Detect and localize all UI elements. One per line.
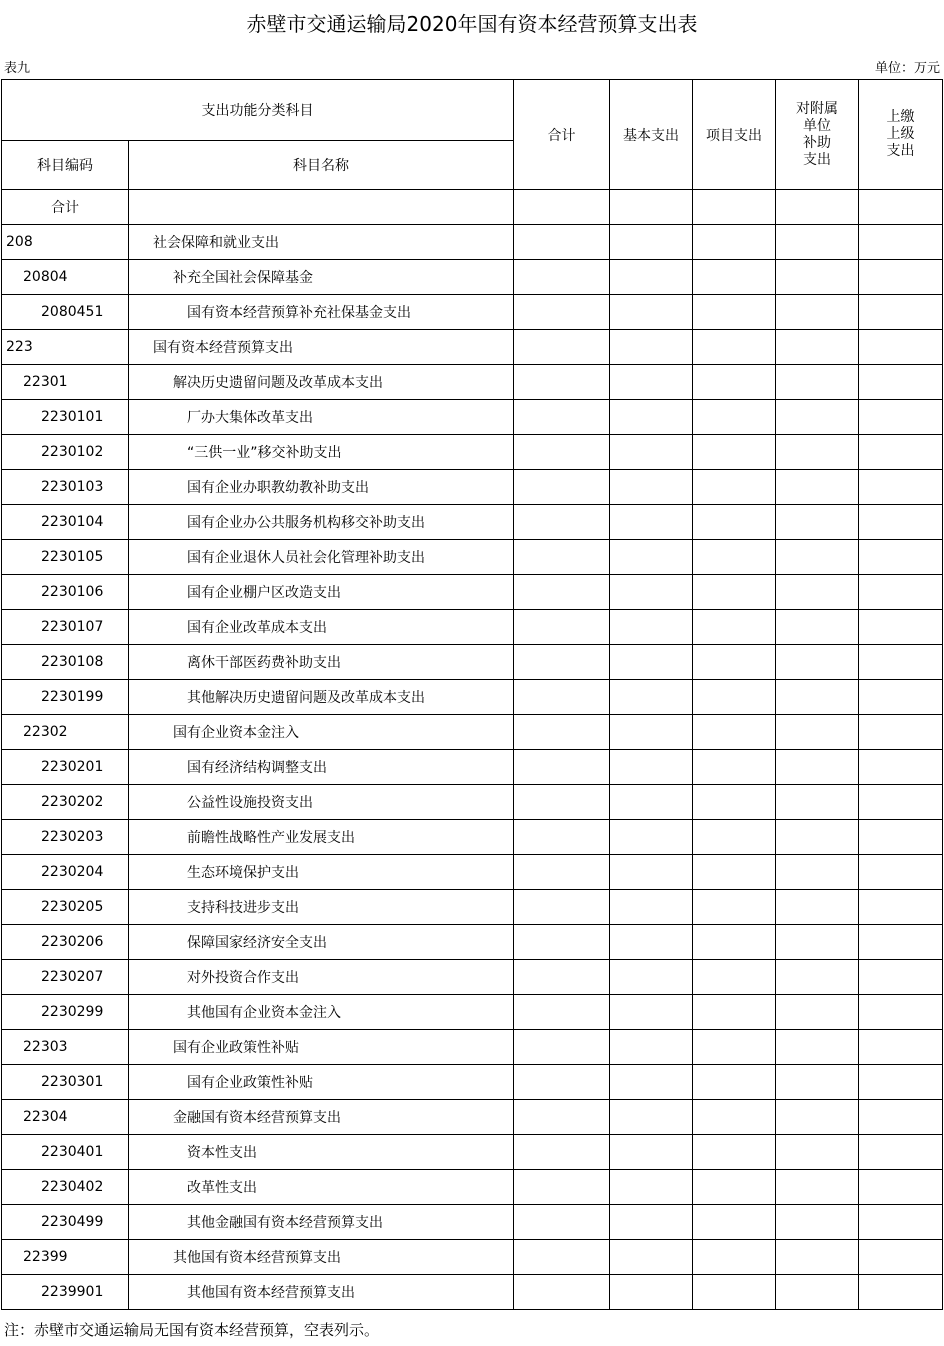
cell-empty [859,785,943,820]
cell-empty [610,1275,693,1310]
cell-empty [610,470,693,505]
cell-empty [859,680,943,715]
table-row [2,295,943,330]
cell-empty [776,505,859,540]
cell-empty [859,855,943,890]
row-name: 国有企业退休人员社会化管理补助支出 [129,540,514,575]
cell-empty [776,785,859,820]
cell-empty [776,225,859,260]
cell-empty [693,1275,776,1310]
row-code: 22304 [2,1100,129,1135]
cell-empty [610,1100,693,1135]
cell-empty [514,540,610,575]
page-title: 赤壁市交通运输局2020年国有资本经营预算支出表 [246,12,698,36]
cell-empty [693,995,776,1030]
cell-empty [514,750,610,785]
table-row [2,1030,943,1065]
row-name: “三供一业”移交补助支出 [129,435,514,470]
cell-empty [776,1275,859,1310]
table-row [2,470,943,505]
table-row [2,645,943,680]
row-name: 生态环境保护支出 [129,855,514,890]
cell-empty [610,365,693,400]
row-code: 2230203 [2,820,129,855]
cell-empty [129,190,514,225]
row-name: 国有企业改革成本支出 [129,610,514,645]
table-row [2,225,943,260]
cell-empty [693,330,776,365]
cell-empty [693,925,776,960]
cell-empty [693,540,776,575]
cell-empty [693,610,776,645]
cell-empty [859,750,943,785]
row-code: 2239901 [2,1275,129,1310]
row-name: 国有经济结构调整支出 [129,750,514,785]
row-name: 其他解决历史遗留问题及改革成本支出 [129,680,514,715]
cell-empty [693,1205,776,1240]
cell-empty [514,225,610,260]
cell-empty [514,330,610,365]
row-name: 国有资本经营预算支出 [129,330,514,365]
cell-empty [776,750,859,785]
cell-empty [776,960,859,995]
table-row [2,1100,943,1135]
table-row [2,1275,943,1310]
cell-empty [610,820,693,855]
cell-empty [693,680,776,715]
header-remit-text: 上缴 上级 支出 [886,109,915,159]
row-name: 金融国有资本经营预算支出 [129,1100,514,1135]
row-code: 2230301 [2,1065,129,1100]
table-row [2,785,943,820]
table-row [2,260,943,295]
cell-empty [776,680,859,715]
row-name: 国有企业办职教幼教补助支出 [129,470,514,505]
cell-empty [610,435,693,470]
cell-empty [514,260,610,295]
cell-empty [859,330,943,365]
cell-empty [859,1275,943,1310]
row-name: 补充全国社会保障基金 [129,260,514,295]
header-remit-expenditure [859,80,943,190]
row-name: 支持科技进步支出 [129,890,514,925]
cell-empty [610,890,693,925]
row-code: 2230204 [2,855,129,890]
row-code: 2230104 [2,505,129,540]
cell-empty [514,1275,610,1310]
row-code: 2230207 [2,960,129,995]
cell-empty [776,260,859,295]
row-name: 离休干部医药费补助支出 [129,645,514,680]
cell-empty [776,1240,859,1275]
cell-empty [514,1240,610,1275]
row-code: 2080451 [2,295,129,330]
table-row [2,435,943,470]
cell-empty [859,1065,943,1100]
footnote: 注：赤壁市交通运输局无国有资本经营预算，空表列示。 [4,1321,380,1339]
cell-empty [514,820,610,855]
cell-empty [514,855,610,890]
row-code: 223 [2,330,129,365]
table-row [2,855,943,890]
cell-empty [514,925,610,960]
cell-empty [859,1100,943,1135]
cell-empty [776,190,859,225]
cell-empty [693,470,776,505]
cell-empty [514,365,610,400]
cell-empty [610,925,693,960]
row-code: 2230201 [2,750,129,785]
cell-empty [693,1065,776,1100]
cell-empty [859,540,943,575]
table-row [2,715,943,750]
cell-empty [859,260,943,295]
cell-empty [776,1030,859,1065]
unit-label: 单位：万元 [874,61,940,76]
cell-empty [693,400,776,435]
row-code: 20804 [2,260,129,295]
cell-empty [610,960,693,995]
cell-empty [514,890,610,925]
cell-empty [693,365,776,400]
cell-empty [776,645,859,680]
row-name: 解决历史遗留问题及改革成本支出 [129,365,514,400]
cell-empty [514,1065,610,1100]
cell-empty [776,1170,859,1205]
cell-empty [610,190,693,225]
table-row [2,750,943,785]
row-code: 2230102 [2,435,129,470]
header-project-expenditure: 项目支出 [693,80,776,190]
cell-empty [514,1170,610,1205]
table-row [2,1205,943,1240]
cell-empty [610,610,693,645]
row-code: 2230199 [2,680,129,715]
cell-empty [693,785,776,820]
cell-empty [514,680,610,715]
row-name: 国有资本经营预算补充社保基金支出 [129,295,514,330]
cell-empty [859,995,943,1030]
table-row [2,960,943,995]
row-code: 2230106 [2,575,129,610]
cell-empty [776,470,859,505]
cell-empty [610,260,693,295]
cell-empty [776,925,859,960]
cell-empty [514,1030,610,1065]
cell-empty [693,1100,776,1135]
cell-empty [610,1205,693,1240]
table-row [2,680,943,715]
table-row [2,925,943,960]
cell-empty [859,645,943,680]
cell-empty [776,995,859,1030]
cell-empty [693,960,776,995]
cell-empty [859,610,943,645]
cell-empty [859,820,943,855]
row-code: 2230108 [2,645,129,680]
cell-empty [693,190,776,225]
header-subsidy-text: 对附属 单位 补助 支出 [796,100,838,168]
cell-empty [859,715,943,750]
cell-empty [610,225,693,260]
cell-empty [776,295,859,330]
cell-empty [610,1240,693,1275]
table-row [2,995,943,1030]
header-function-classification: 支出功能分类科目 [2,80,514,141]
table-row [2,820,943,855]
table-row [2,365,943,400]
row-name: 国有企业资本金注入 [129,715,514,750]
header-basic-expenditure: 基本支出 [610,80,693,190]
cell-empty [776,435,859,470]
cell-empty [776,365,859,400]
row-name: 国有企业办公共服务机构移交补助支出 [129,505,514,540]
cell-empty [776,575,859,610]
cell-empty [514,960,610,995]
row-name: 对外投资合作支出 [129,960,514,995]
cell-empty [776,1100,859,1135]
cell-empty [859,190,943,225]
cell-empty [610,1135,693,1170]
cell-empty [610,855,693,890]
table-body [2,190,943,1310]
cell-empty [693,1030,776,1065]
table-row [2,1135,943,1170]
cell-empty [859,1135,943,1170]
cell-empty [610,505,693,540]
cell-empty [693,225,776,260]
cell-empty [859,365,943,400]
row-code: 22303 [2,1030,129,1065]
row-name: 保障国家经济安全支出 [129,925,514,960]
cell-empty [610,1170,693,1205]
total-row-label: 合计 [2,190,129,225]
row-code: 2230401 [2,1135,129,1170]
row-name: 国有企业政策性补贴 [129,1030,514,1065]
row-name: 社会保障和就业支出 [129,225,514,260]
cell-empty [693,1240,776,1275]
cell-empty [776,540,859,575]
row-code: 2230402 [2,1170,129,1205]
cell-empty [693,1170,776,1205]
cell-empty [693,505,776,540]
cell-empty [514,785,610,820]
row-code: 2230206 [2,925,129,960]
row-name: 前瞻性战略性产业发展支出 [129,820,514,855]
cell-empty [859,575,943,610]
row-name: 改革性支出 [129,1170,514,1205]
row-code: 2230107 [2,610,129,645]
table-row [2,1240,943,1275]
cell-empty [610,1065,693,1100]
row-name: 国有企业政策性补贴 [129,1065,514,1100]
row-code: 2230105 [2,540,129,575]
cell-empty [610,715,693,750]
cell-empty [514,715,610,750]
cell-empty [514,435,610,470]
cell-empty [610,1030,693,1065]
cell-empty [693,750,776,785]
cell-empty [514,1100,610,1135]
cell-empty [693,855,776,890]
cell-empty [514,295,610,330]
cell-empty [514,400,610,435]
header-code: 科目编码 [2,141,129,190]
cell-empty [859,295,943,330]
cell-empty [693,295,776,330]
cell-empty [776,610,859,645]
cell-empty [776,1205,859,1240]
cell-empty [776,1065,859,1100]
cell-empty [514,470,610,505]
table-row [2,1065,943,1100]
cell-empty [514,190,610,225]
table-row [2,330,943,365]
cell-empty [776,1135,859,1170]
table-row [2,610,943,645]
row-name: 其他国有资本经营预算支出 [129,1240,514,1275]
cell-empty [514,1135,610,1170]
cell-empty [693,645,776,680]
cell-empty [610,645,693,680]
cell-empty [859,505,943,540]
cell-empty [610,295,693,330]
cell-empty [859,400,943,435]
row-name: 其他国有企业资本金注入 [129,995,514,1030]
cell-empty [859,470,943,505]
cell-empty [859,1205,943,1240]
cell-empty [610,785,693,820]
cell-empty [859,925,943,960]
row-name: 其他国有资本经营预算支出 [129,1275,514,1310]
cell-empty [693,890,776,925]
cell-empty [859,225,943,260]
cell-empty [514,995,610,1030]
cell-empty [610,750,693,785]
cell-empty [610,540,693,575]
header-name: 科目名称 [129,141,514,190]
cell-empty [776,820,859,855]
table-row [2,575,943,610]
table-row [2,890,943,925]
row-code: 2230299 [2,995,129,1030]
cell-empty [859,435,943,470]
cell-empty [776,890,859,925]
row-name: 公益性设施投资支出 [129,785,514,820]
cell-empty [610,680,693,715]
cell-empty [859,890,943,925]
cell-empty [776,715,859,750]
header-subsidy-expenditure [776,80,859,190]
row-code: 2230499 [2,1205,129,1240]
row-name: 其他金融国有资本经营预算支出 [129,1205,514,1240]
table-row [2,1170,943,1205]
row-code: 2230202 [2,785,129,820]
cell-empty [693,1135,776,1170]
row-code: 2230205 [2,890,129,925]
cell-empty [610,330,693,365]
table-row [2,505,943,540]
budget-table [1,79,943,1310]
table-row [2,400,943,435]
row-code: 2230101 [2,400,129,435]
cell-empty [514,575,610,610]
cell-empty [610,575,693,610]
cell-empty [859,960,943,995]
header-total: 合计 [514,80,610,190]
cell-empty [693,260,776,295]
table-row [2,540,943,575]
row-code: 2230103 [2,470,129,505]
row-name: 资本性支出 [129,1135,514,1170]
cell-empty [693,715,776,750]
cell-empty [514,1205,610,1240]
cell-empty [610,995,693,1030]
cell-empty [776,855,859,890]
cell-empty [859,1240,943,1275]
cell-empty [693,435,776,470]
row-name: 国有企业棚户区改造支出 [129,575,514,610]
cell-empty [776,400,859,435]
row-code: 22302 [2,715,129,750]
cell-empty [859,1170,943,1205]
row-name: 厂办大集体改革支出 [129,400,514,435]
cell-empty [610,400,693,435]
cell-empty [859,1030,943,1065]
cell-empty [514,645,610,680]
cell-empty [693,820,776,855]
cell-empty [693,575,776,610]
cell-empty [514,505,610,540]
total-row [2,190,943,225]
row-code: 208 [2,225,129,260]
table-number: 表九 [4,61,31,76]
cell-empty [514,610,610,645]
row-code: 22301 [2,365,129,400]
cell-empty [776,330,859,365]
row-code: 22399 [2,1240,129,1275]
